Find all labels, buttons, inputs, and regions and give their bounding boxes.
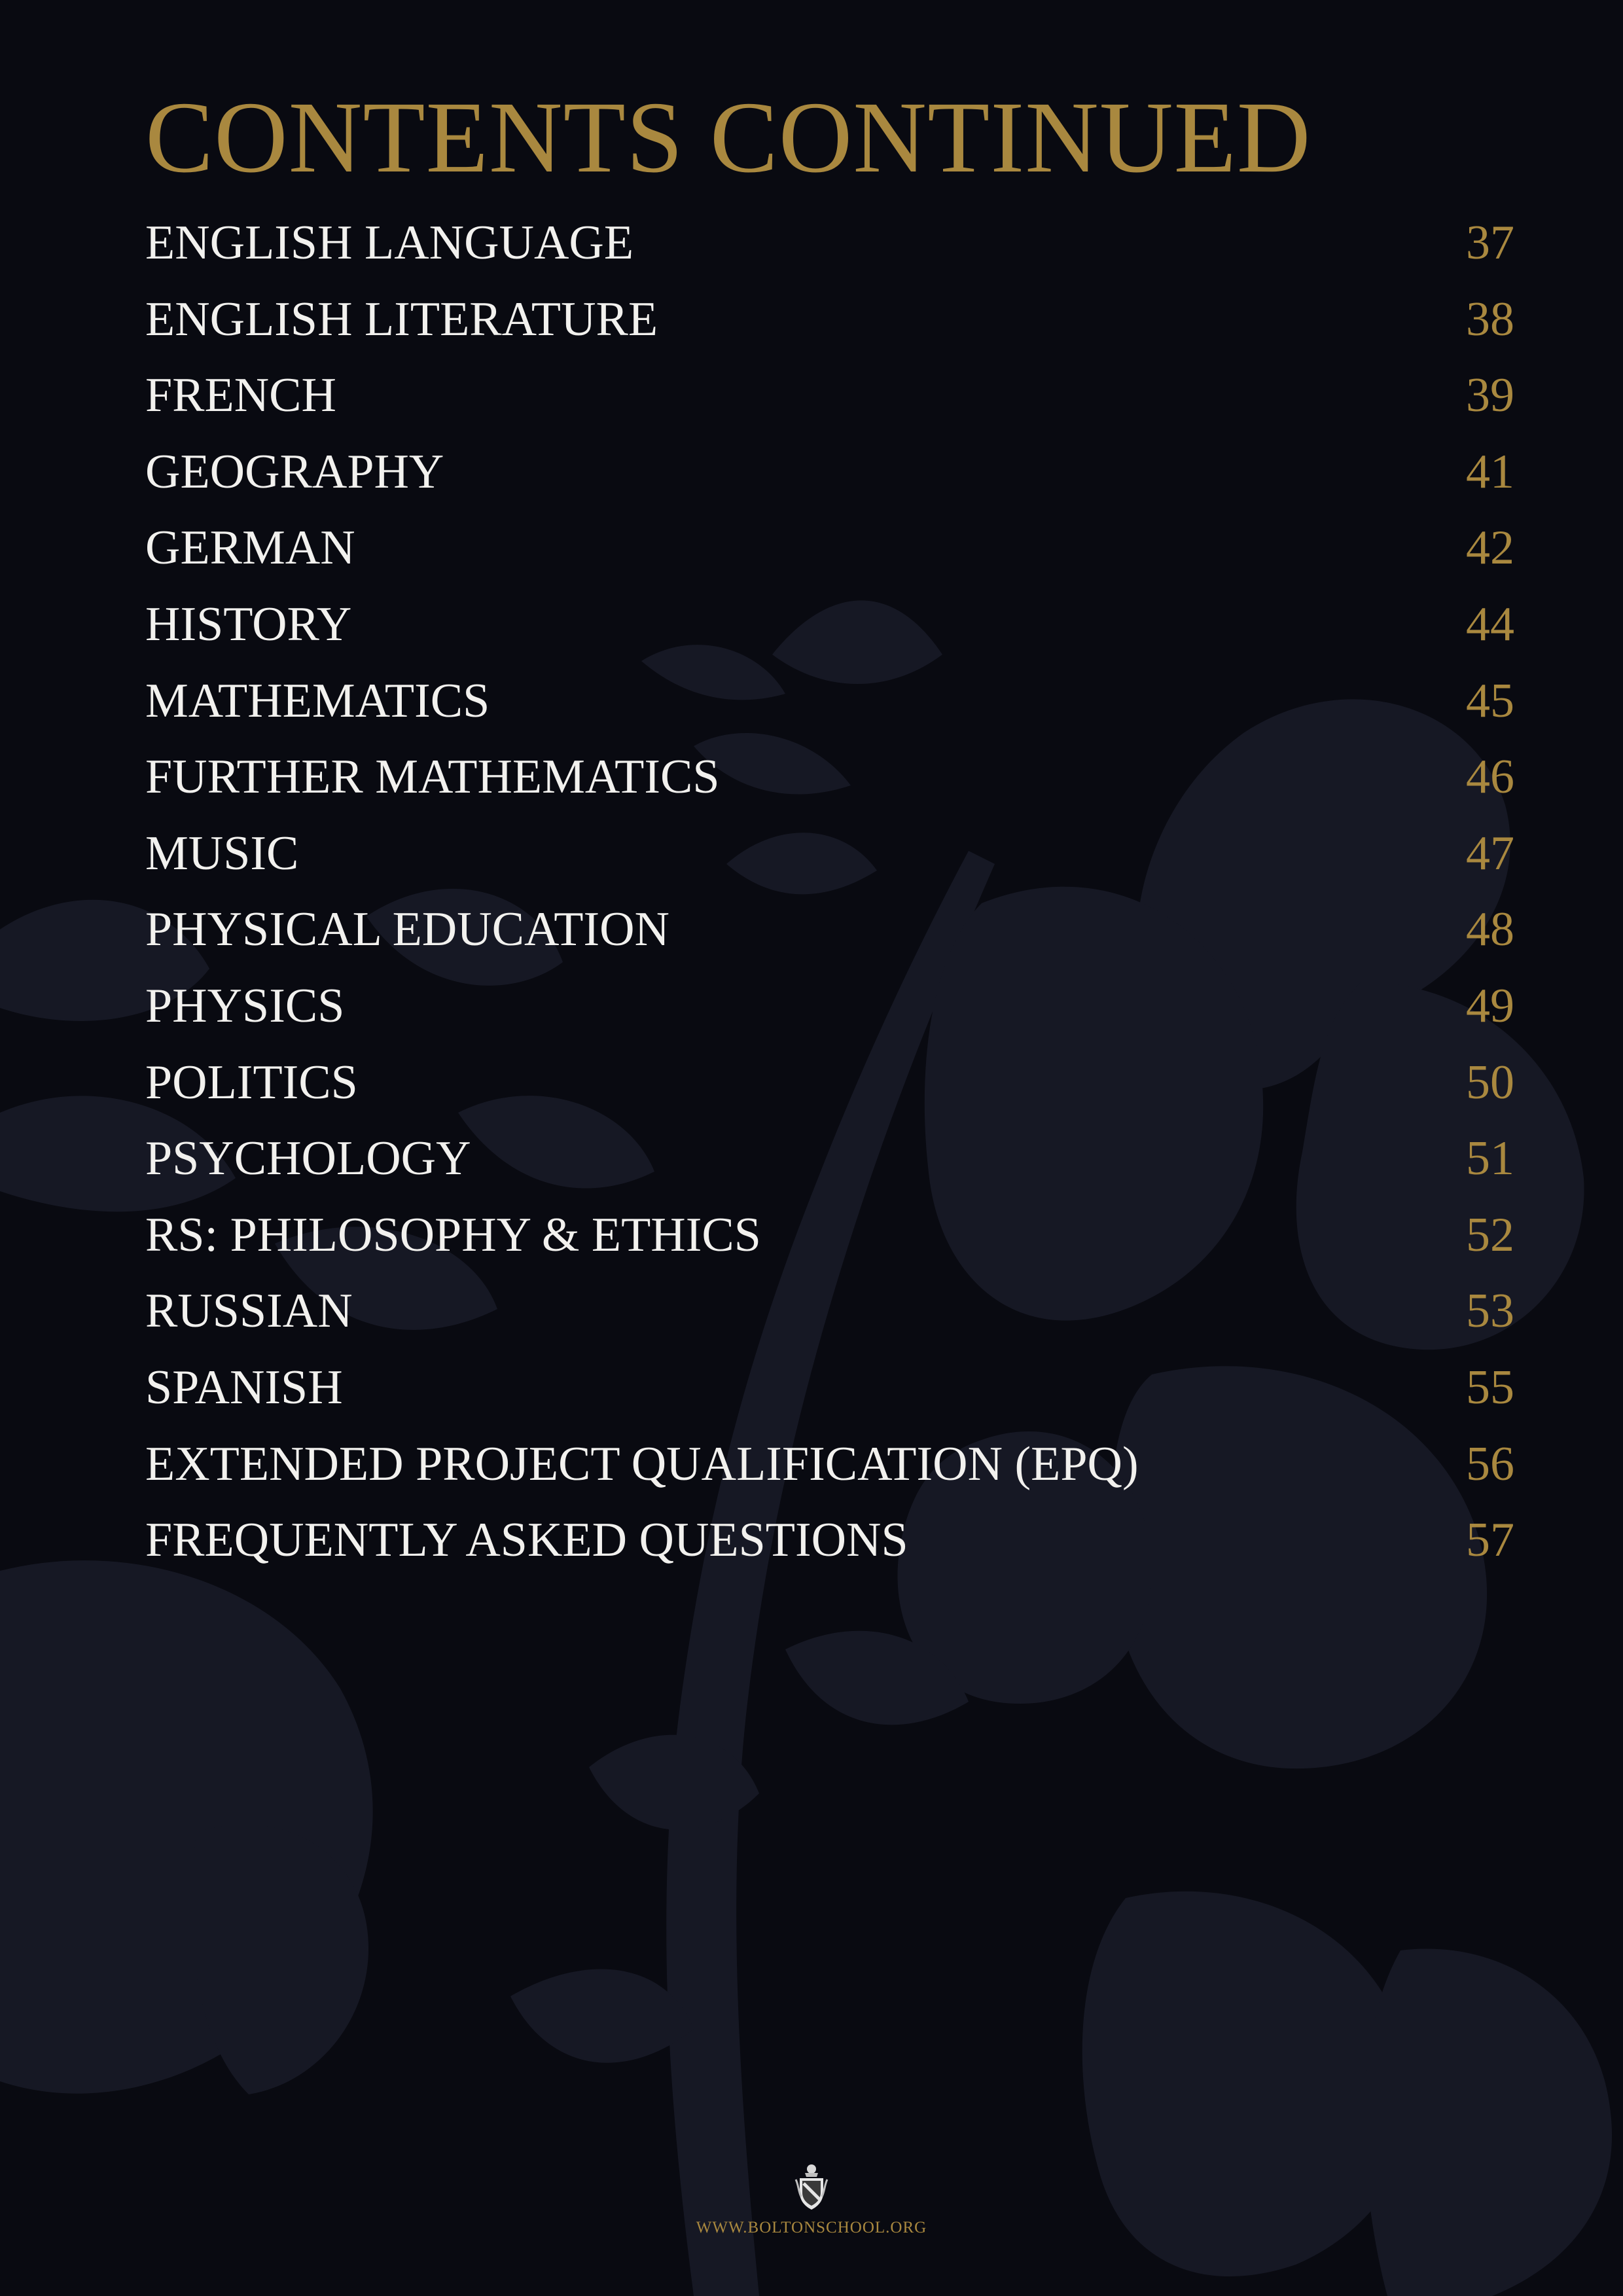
toc-entry[interactable] — [145, 1350, 1514, 1426]
toc-entry-title: FURTHER MATHEMATICS — [145, 750, 720, 804]
toc-entry-page-number: 37 — [1466, 216, 1514, 270]
toc-entry-page-number: 55 — [1466, 1360, 1514, 1414]
toc-entry[interactable] — [145, 1045, 1514, 1121]
toc-entry[interactable] — [145, 663, 1514, 740]
toc-entry-title: ENGLISH LITERATURE — [145, 292, 658, 346]
toc-entry[interactable] — [145, 1197, 1514, 1274]
toc-entry[interactable] — [145, 1121, 1514, 1197]
toc-entry[interactable] — [145, 586, 1514, 663]
toc-entry-title: POLITICS — [145, 1055, 358, 1109]
toc-entry[interactable] — [145, 739, 1514, 816]
toc-entry-page-number: 56 — [1466, 1437, 1514, 1491]
toc-entry-title: PHYSICAL EDUCATION — [145, 903, 669, 957]
toc-entry-title: MUSIC — [145, 826, 299, 880]
toc-entry[interactable] — [145, 434, 1514, 511]
toc-entry-page-number: 41 — [1466, 444, 1514, 499]
toc-entry-page-number: 42 — [1466, 521, 1514, 575]
toc-entry-title: RUSSIAN — [145, 1284, 353, 1338]
toc-entry[interactable] — [145, 205, 1514, 281]
toc-entry-page-number: 53 — [1466, 1284, 1514, 1338]
toc-entry[interactable] — [145, 968, 1514, 1045]
footer — [0, 2162, 1623, 2237]
toc-entry-page-number: 51 — [1466, 1132, 1514, 1186]
toc-entry[interactable] — [145, 357, 1514, 434]
table-of-contents — [145, 205, 1514, 1579]
toc-entry-title: PSYCHOLOGY — [145, 1132, 471, 1186]
toc-entry-title: ENGLISH LANGUAGE — [145, 216, 634, 270]
toc-entry-title: FREQUENTLY ASKED QUESTIONS — [145, 1513, 908, 1568]
toc-entry-page-number: 52 — [1466, 1208, 1514, 1262]
toc-entry[interactable] — [145, 816, 1514, 892]
toc-entry-title: SPANISH — [145, 1360, 343, 1414]
toc-entry-page-number: 50 — [1466, 1055, 1514, 1109]
toc-entry-page-number: 46 — [1466, 750, 1514, 804]
toc-entry[interactable] — [145, 281, 1514, 358]
school-crest-icon — [793, 2162, 830, 2211]
toc-entry-title: RS: PHILOSOPHY & ETHICS — [145, 1208, 761, 1262]
toc-entry-title: GERMAN — [145, 521, 355, 575]
toc-entry-page-number: 45 — [1466, 673, 1514, 728]
toc-entry-page-number: 57 — [1466, 1513, 1514, 1568]
toc-entry[interactable] — [145, 1426, 1514, 1503]
toc-entry-title: GEOGRAPHY — [145, 444, 444, 499]
toc-entry-page-number: 48 — [1466, 903, 1514, 957]
toc-entry-title: HISTORY — [145, 597, 352, 651]
toc-entry-page-number: 49 — [1466, 978, 1514, 1033]
toc-entry[interactable] — [145, 891, 1514, 968]
toc-entry-page-number: 39 — [1466, 368, 1514, 423]
toc-entry-page-number: 38 — [1466, 292, 1514, 346]
toc-entry-title: PHYSICS — [145, 978, 345, 1033]
toc-entry[interactable] — [145, 1273, 1514, 1350]
website-url[interactable]: WWW.BOLTONSCHOOL.ORG — [696, 2219, 927, 2236]
toc-entry-page-number: 44 — [1466, 597, 1514, 651]
toc-entry[interactable] — [145, 510, 1514, 586]
toc-entry-page-number: 47 — [1466, 826, 1514, 880]
toc-entry-title: EXTENDED PROJECT QUALIFICATION (EPQ) — [145, 1437, 1139, 1491]
page-title: CONTENTS CONTINUED — [145, 81, 1311, 194]
toc-entry-title: MATHEMATICS — [145, 673, 490, 728]
toc-entry-title: FRENCH — [145, 368, 336, 423]
toc-entry[interactable] — [145, 1502, 1514, 1579]
